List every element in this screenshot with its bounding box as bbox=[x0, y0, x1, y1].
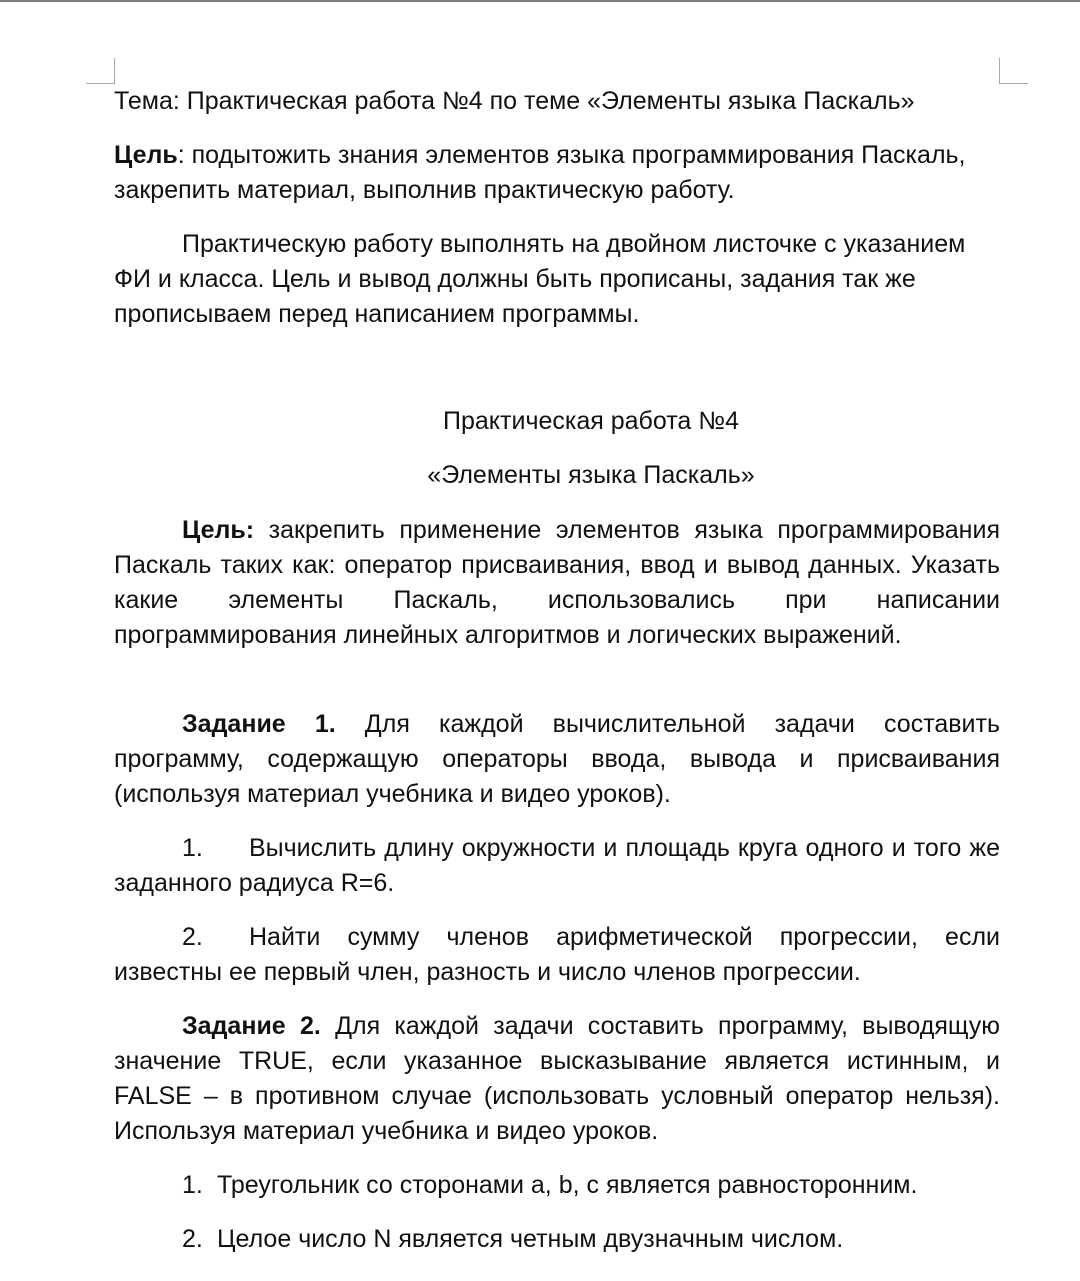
task2-item-number: 2. bbox=[182, 1225, 203, 1253]
task2-item-text: Треугольник со сторонами a, b, c является равносторонним. bbox=[217, 1171, 918, 1199]
task2-paragraph bbox=[114, 1009, 1000, 1149]
task1-item-number: 1. bbox=[182, 834, 203, 862]
crop-mark-left bbox=[86, 83, 115, 84]
task2-item bbox=[114, 1222, 1000, 1257]
work-title-line2 bbox=[114, 458, 1000, 493]
crop-mark-left bbox=[114, 58, 115, 84]
task1-item bbox=[114, 831, 1000, 901]
work-goal-text: закрепить применение элементов языка программирования Паскаль таких как: оператор присваивания, ввод и вывод данных. Указать какие элементы Паскаль, использовались при написании программирования линейных алгоритмов и логических выражений. bbox=[114, 516, 1000, 649]
task1-label: Задание 1. bbox=[182, 710, 336, 738]
task1-item bbox=[114, 920, 1000, 990]
task1-item-text: Вычислить длину окружности и площадь круга одного и того же заданного радиуса R=6. bbox=[114, 834, 1000, 897]
topic-heading bbox=[114, 84, 1000, 119]
task1-item-text: Найти сумму членов арифметической прогрессии, если известны ее первый член, разность и число членов прогрессии. bbox=[114, 923, 1000, 986]
goal-intro-text: : подытожить знания элементов языка программирования Паскаль, закрепить материал, выполнив практическую работу. bbox=[114, 141, 966, 204]
work-goal-paragraph bbox=[114, 513, 1000, 653]
crop-mark-right bbox=[999, 83, 1028, 84]
task1-item-number: 2. bbox=[182, 923, 203, 951]
goal-intro-paragraph bbox=[114, 138, 1000, 208]
crop-mark-right bbox=[999, 58, 1000, 84]
task2-label: Задание 2. bbox=[182, 1012, 321, 1040]
task2-item-text: Целое число N является четным двузначным числом. bbox=[217, 1225, 844, 1253]
task2-item bbox=[114, 1168, 1000, 1203]
instructions-paragraph bbox=[114, 227, 1000, 332]
instructions-text: Практическую работу выполнять на двойном листочке с указанием ФИ и класса. Цель и вывод должны быть прописаны, задания так же прописываем перед написанием программы. bbox=[114, 230, 966, 328]
work-goal-label: Цель: bbox=[182, 516, 255, 544]
work-title-line1 bbox=[114, 404, 1000, 439]
task1-paragraph bbox=[114, 707, 1000, 812]
goal-intro-label: Цель bbox=[114, 141, 178, 169]
task2-text: Для каждой задачи составить программу, выводящую значение TRUE, если указанное высказывание является истинным, и FALSE – в противном случае (использовать условный оператор нельзя). Используя материал учебника и видео уроков. bbox=[114, 1012, 1000, 1145]
task2-item-number: 1. bbox=[182, 1171, 203, 1199]
page-top-border bbox=[0, 0, 1080, 2]
work-subtitle-text: «Элементы языка Паскаль» bbox=[427, 461, 755, 489]
topic-text: Тема: Практическая работа №4 по теме «Элементы языка Паскаль» bbox=[114, 87, 915, 115]
work-title-text: Практическая работа №4 bbox=[443, 407, 739, 435]
task1-text: Для каждой вычислительной задачи составить программу, содержащую операторы ввода, вывода и присваивания (используя материал учебника и видео уроков). bbox=[114, 710, 1000, 808]
